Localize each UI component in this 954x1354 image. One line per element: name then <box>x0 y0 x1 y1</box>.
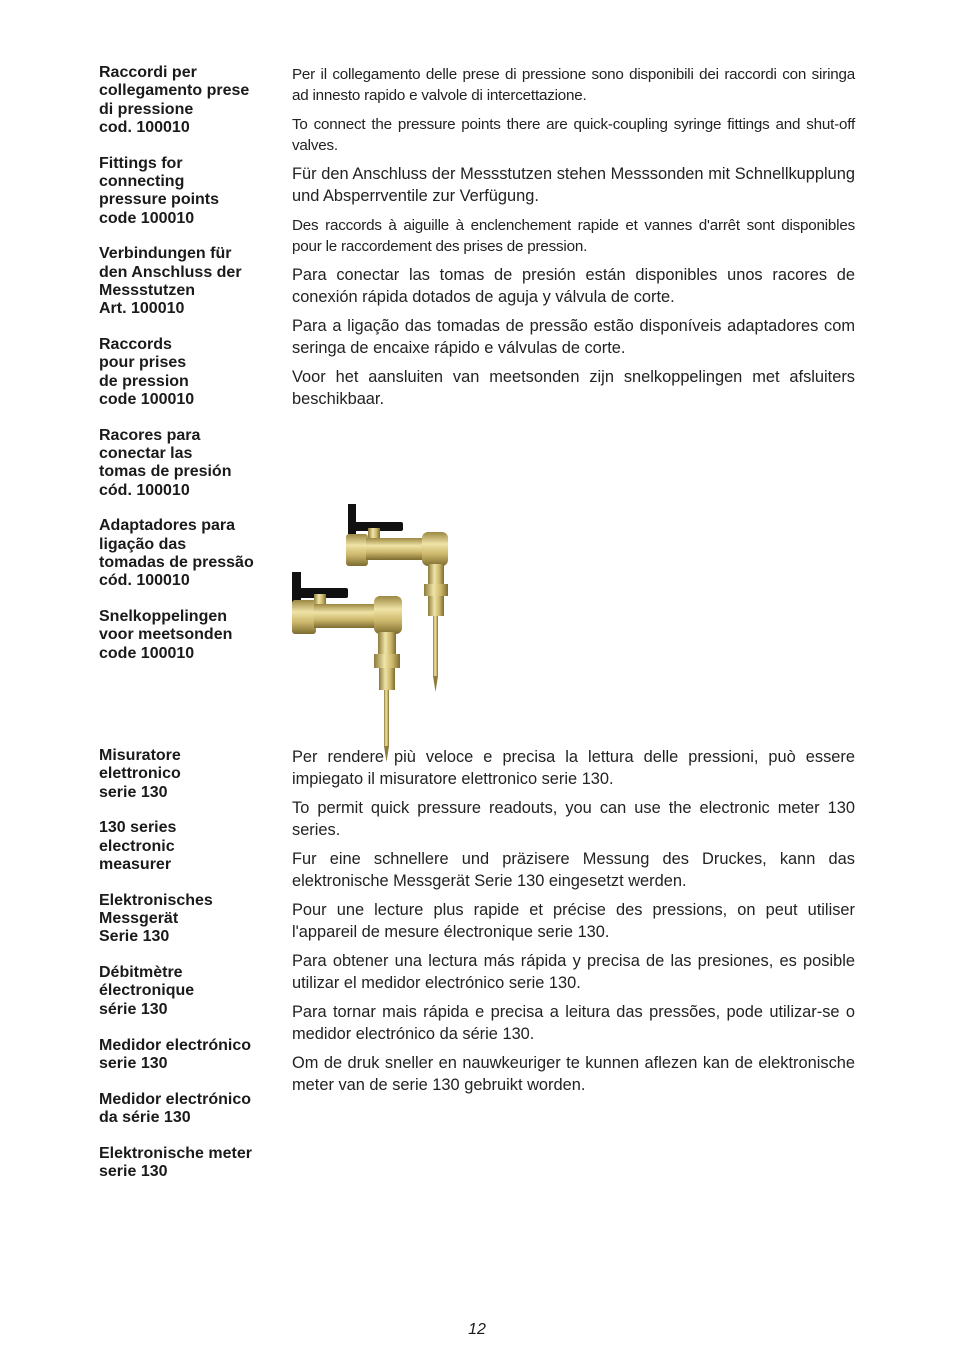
heading-nl: Elektronische meter serie 130 <box>99 1144 252 1181</box>
meter-paragraphs <box>292 747 855 1104</box>
paragraph-pt: Para a ligação das tomadas de pressão estão disponíveis adaptadores com seringa de encaixe rápido e válvulas de corte. <box>292 317 855 357</box>
heading-fr: Raccords pour prises de pression code 100010 <box>99 336 195 408</box>
paragraph-nl: Voor het aansluiten van meetsonden zijn snelkoppelingen met afsluiters beschikbaar. <box>292 368 855 408</box>
heading-nl: Snelkoppelingen voor meetsonden code 100010 <box>99 608 233 662</box>
heading-pt: Adaptadores para ligação das tomadas de pressão cód. 100010 <box>99 517 254 590</box>
fittings-product-image <box>290 502 465 764</box>
paragraph-pt: Para tornar mais rápida e precisa a leitura das pressões, pode utilizar-se o medidor electrónico da série 130. <box>292 1003 855 1043</box>
paragraph-es: Para obtener una lectura más rápida y precisa de las presiones, es posible utilizar el medidor electrónico serie 130. <box>292 952 855 992</box>
paragraph-es: Para conectar las tomas de presión están disponibles unos racores de conexión rápida dotados de aguja y válvula de corte. <box>292 266 855 306</box>
heading-en: Fittings for connecting pressure points code 100010 <box>99 154 220 227</box>
heading-de: Elektronisches Messgerät Serie 130 <box>99 891 213 946</box>
paragraph-en: To connect the pressure points there are quick-coupling syringe fittings and shut-off valves. <box>292 116 855 154</box>
paragraph-fr: Des raccords à aiguille à enclenchement rapide et vannes d'arrêt sont disponibles pour le raccordement des prises de pression. <box>292 217 855 255</box>
heading-de: Verbindungen für den Anschluss der Messstutzen Art. 100010 <box>99 245 242 318</box>
fitting-front <box>292 572 402 762</box>
heading-it: Misuratore elettronico serie 130 <box>99 747 181 801</box>
page-number: 12 <box>468 1321 486 1338</box>
heading-es: Racores para conectar las tomas de presión cód. 100010 <box>99 426 232 499</box>
fittings-headings <box>99 64 285 681</box>
heading-fr: Débitmètre électronique série 130 <box>99 964 195 1018</box>
paragraph-de: Fur eine schnellere und präzisere Messung des Druckes, kann das elektronische Messgerät Serie 130 eingesetzt werden. <box>292 850 855 890</box>
paragraph-fr: Pour une lecture plus rapide et précise des pressions, on peut utiliser l'appareil de mesure électronique serie 130. <box>292 901 855 941</box>
heading-pt: Medidor electrónico da série 130 <box>99 1090 252 1126</box>
meter-headings <box>99 747 285 1199</box>
fittings-paragraphs <box>292 64 855 418</box>
heading-en: 130 series electronic measurer <box>99 819 177 873</box>
paragraph-it: Per rendere più veloce e precisa la lettura delle pressioni, può essere impiegato il misuratore elettronico serie 130. <box>292 748 855 788</box>
paragraph-nl: Om de druk sneller en nauwkeuriger te kunnen aflezen kan de elektronische meter van de serie 130 gebruikt worden. <box>292 1054 855 1094</box>
paragraph-it: Per il collegamento delle prese di pressione sono disponibili dei raccordi con siringa ad innesto rapido e valvole di intercettazione. <box>292 66 855 104</box>
heading-es: Medidor electrónico serie 130 <box>99 1036 252 1072</box>
paragraph-de: Für den Anschluss der Messstutzen stehen Messsonden mit Schnellkupplung und Absperrventile zur Verfügung. <box>292 165 855 205</box>
paragraph-en: To permit quick pressure readouts, you can use the electronic meter 130 series. <box>292 799 855 839</box>
heading-it: Raccordi per collegamento prese di pressione cod. 100010 <box>99 64 250 136</box>
